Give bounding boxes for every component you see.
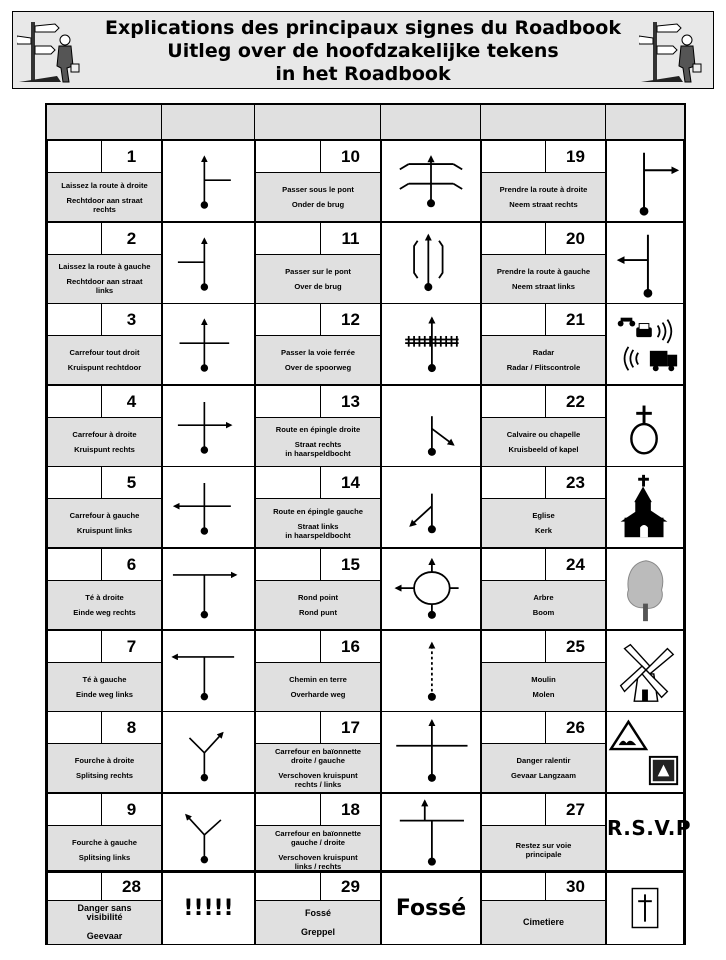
blank-cell — [482, 223, 547, 255]
sign-label-box — [482, 901, 605, 944]
label-nl: Neem straat links — [512, 281, 575, 291]
sign-description — [47, 385, 162, 467]
blank-cell — [48, 304, 103, 336]
blank-cell — [482, 549, 547, 581]
sign-label-box — [48, 418, 161, 466]
sign-description — [47, 140, 162, 222]
label-nl: Kerk — [535, 526, 552, 536]
sign-label-box — [256, 336, 380, 384]
crossroad-straight-icon — [163, 304, 254, 384]
label-nl: Over de brug — [294, 281, 342, 291]
sign-number: 28 — [101, 873, 161, 901]
sign-label-box — [48, 744, 161, 792]
table-row — [47, 222, 684, 304]
sign-description — [255, 711, 381, 793]
label-nl: Gevaar Langzaam — [511, 771, 576, 781]
straight-road-right-icon — [163, 141, 254, 221]
table-row — [47, 466, 684, 548]
blank-cell — [256, 873, 322, 901]
sign-description — [481, 222, 606, 304]
bayonet-right-left-icon — [382, 712, 480, 792]
hairpin-left-icon — [382, 467, 480, 547]
sign-symbol-cell — [606, 793, 692, 875]
sign-label-box — [482, 418, 605, 466]
signpost-man-icon — [639, 16, 709, 86]
label-nl: Over de spoorweg — [284, 363, 352, 373]
sign-symbol-cell — [162, 303, 255, 385]
sign-number: 29 — [320, 873, 380, 901]
sign-label-box — [482, 173, 605, 221]
sign-symbol-cell — [606, 303, 684, 385]
label-fr: Eglise — [532, 511, 555, 521]
sign-number: 6 — [101, 549, 161, 581]
label-fr: Passer sur le pont — [285, 266, 351, 276]
sign-symbol-cell — [381, 630, 481, 712]
page-header — [12, 11, 714, 89]
blank-cell — [256, 631, 322, 663]
label-fr: Passer la voie ferrée — [281, 348, 355, 358]
t-junction-right-icon — [163, 549, 254, 629]
sign-label-box — [48, 826, 161, 874]
blank-cell — [48, 223, 103, 255]
blank-cell — [482, 467, 547, 499]
blank-cell — [482, 873, 547, 901]
table-row — [47, 385, 684, 467]
label-fr: Laissez la route à gauche — [58, 262, 151, 272]
sign-symbol-cell — [381, 711, 481, 793]
label-fr: Prendre la route à gauche — [496, 266, 591, 276]
roundabout-icon — [382, 549, 480, 629]
sign-symbol-cell — [381, 222, 481, 304]
sign-description — [47, 222, 162, 304]
label-fr: Fossé — [304, 907, 331, 918]
label-fr: Radar — [532, 348, 555, 358]
sign-symbol-cell — [162, 222, 255, 304]
blank-cell — [256, 794, 322, 826]
sign-description — [255, 303, 381, 385]
fork-left-icon — [163, 794, 254, 874]
sign-number: 14 — [320, 467, 380, 499]
table-row — [47, 630, 684, 712]
sign-description — [481, 711, 606, 793]
sign-number: 25 — [545, 631, 605, 663]
t-junction-left-icon — [163, 631, 254, 711]
sign-label-box — [482, 499, 605, 547]
label-fr: Passer sous le pont — [282, 185, 354, 194]
table-row — [47, 303, 684, 385]
label-fr: Carrefour tout droit — [69, 348, 140, 358]
rsvp-icon: R.S.V.P — [607, 815, 692, 840]
cemetery-cross-icon — [607, 872, 683, 945]
label-nl: Kruispunt rechtdoor — [67, 363, 142, 373]
label-nl: Splitsing rechts — [76, 771, 133, 781]
label-fr: Calvaire ou chapelle — [506, 429, 581, 439]
sign-symbol-cell — [606, 140, 684, 222]
sign-description — [255, 385, 381, 467]
label-nl: Rechtdoor aan straat rechts — [66, 195, 143, 214]
sign-label-box — [256, 581, 380, 629]
bayonet-left-right-icon — [382, 794, 480, 874]
church-icon — [607, 467, 683, 547]
sign-number: 27 — [545, 794, 605, 826]
blank-cell — [256, 549, 322, 581]
sign-number: 16 — [320, 631, 380, 663]
sign-symbol-cell — [606, 630, 684, 712]
sign-description — [47, 630, 162, 712]
sign-label-box — [256, 173, 380, 221]
sign-description — [481, 140, 606, 222]
label-nl: Straat links in haarspeldbocht — [285, 521, 351, 540]
header-cell — [47, 105, 162, 140]
label-fr: Fourche à gauche — [72, 837, 137, 847]
label-nl: Kruispunt rechts — [74, 444, 135, 454]
label-fr: Té à droite — [85, 593, 124, 602]
sign-label-box — [48, 173, 161, 221]
under-bridge-icon — [382, 141, 480, 221]
sign-number: 21 — [545, 304, 605, 336]
sign-number: 10 — [320, 141, 380, 173]
blank-cell — [256, 223, 322, 255]
sign-number: 13 — [320, 386, 380, 418]
blank-cell — [482, 712, 547, 744]
blank-cell — [48, 794, 103, 826]
sign-description — [255, 630, 381, 712]
sign-number: 24 — [545, 549, 605, 581]
sign-description — [255, 793, 381, 875]
sign-label-box — [256, 499, 380, 547]
sign-symbol-cell — [162, 385, 255, 467]
label-nl: Kruispunt links — [76, 526, 133, 536]
signpost-man-icon — [17, 16, 87, 86]
blank-cell — [48, 712, 103, 744]
label-nl: Einde weg rechts — [73, 608, 136, 617]
header-cell — [481, 105, 606, 140]
sign-label-box — [482, 581, 605, 629]
sign-symbol-cell — [381, 793, 481, 875]
sign-symbol-cell — [381, 548, 481, 630]
blank-cell — [48, 467, 103, 499]
sign-description — [481, 548, 606, 630]
label-fr: Fourche à droite — [74, 756, 135, 766]
turn-left-icon — [607, 223, 683, 303]
danger-sign-icon — [607, 712, 683, 792]
sign-number: 22 — [545, 386, 605, 418]
legend-table — [45, 103, 692, 945]
railway-crossing-icon — [382, 304, 480, 384]
label-fr: Té à gauche — [82, 674, 127, 684]
blank-cell — [482, 794, 547, 826]
sign-label-box — [256, 744, 380, 792]
sign-label-box — [482, 255, 605, 303]
sign-description — [47, 466, 162, 548]
sign-number: 15 — [320, 549, 380, 581]
sign-number: 7 — [101, 631, 161, 663]
last-row — [47, 870, 684, 945]
sign-symbol-cell — [381, 385, 481, 467]
label-nl: Radar / Flitscontrole — [506, 363, 581, 373]
sign-label-box — [256, 826, 380, 874]
sign-label-box — [482, 336, 605, 384]
sign-number: 19 — [545, 141, 605, 173]
blank-cell — [48, 549, 103, 581]
blank-cell — [48, 631, 103, 663]
label-fr: Carrefour à droite — [72, 429, 137, 439]
blank-cell — [482, 304, 547, 336]
sign-symbol-cell — [381, 303, 481, 385]
label-fr: Danger ralentir — [516, 756, 571, 766]
sign-number: 17 — [320, 712, 380, 744]
sign-number: 4 — [101, 386, 161, 418]
sign-symbol-cell — [606, 222, 684, 304]
sign-number: 8 — [101, 712, 161, 744]
sign-label-box — [48, 499, 161, 547]
sign-description — [481, 466, 606, 548]
tree-icon — [607, 549, 683, 629]
blank-cell — [482, 631, 547, 663]
sign-label-box — [256, 255, 380, 303]
sign-description — [47, 793, 162, 875]
fork-right-icon — [163, 712, 254, 792]
sign-description — [47, 303, 162, 385]
sign-description — [47, 548, 162, 630]
label-fr: Chemin en terre — [289, 674, 347, 684]
crossroad-left-icon — [163, 467, 254, 547]
label-nl: Geevaar — [86, 931, 123, 941]
label-fr: Moulin — [531, 674, 556, 684]
sign-number: 9 — [101, 794, 161, 826]
sign-symbol-cell — [606, 466, 684, 548]
sign-number: 12 — [320, 304, 380, 336]
sign-description — [255, 872, 381, 945]
sign-number: 20 — [545, 223, 605, 255]
sign-symbol-cell — [162, 548, 255, 630]
label-nl: Kruisbeeld of kapel — [508, 444, 579, 454]
label-nl: Rechtdoor aan straat links — [66, 277, 143, 296]
over-bridge-icon — [382, 223, 480, 303]
blank-cell — [256, 712, 322, 744]
header-cell — [162, 105, 255, 140]
label-nl: Verschoven kruispunt links / rechts — [278, 852, 358, 871]
sign-label-box — [482, 826, 605, 874]
sign-description — [255, 548, 381, 630]
sign-symbol-text: !!!!! — [162, 872, 255, 945]
label-fr: Restez sur voie principale — [515, 840, 572, 859]
sign-number: 5 — [101, 467, 161, 499]
label-fr: Rond point — [297, 593, 339, 602]
label-fr: Cimetiere — [522, 917, 565, 927]
sign-label-box — [256, 901, 380, 944]
sign-number: 30 — [545, 873, 605, 901]
label-fr: Carrefour à gauche — [69, 511, 140, 521]
blank-cell — [482, 386, 547, 418]
header-cell — [606, 105, 684, 140]
title-line-3: in het Roadbook — [275, 63, 451, 85]
sign-symbol-cell — [162, 711, 255, 793]
sign-description — [255, 140, 381, 222]
table-row — [47, 711, 684, 793]
label-fr: Carrefour en baïonnette droite / gauche — [274, 747, 362, 766]
sign-symbol-cell — [606, 385, 684, 467]
calvary-icon — [607, 386, 683, 466]
header-cell — [255, 105, 381, 140]
label-fr: Danger sans visibilité — [77, 903, 132, 922]
sign-description — [481, 872, 606, 945]
sign-symbol-cell — [606, 872, 684, 945]
blank-cell — [48, 873, 103, 901]
sign-number: 1 — [101, 141, 161, 173]
blank-cell — [256, 304, 322, 336]
label-nl: Boom — [532, 608, 555, 617]
blank-cell — [256, 386, 322, 418]
sign-symbol-cell — [606, 711, 684, 793]
sign-number: 3 — [101, 304, 161, 336]
label-nl: Rond punt — [299, 608, 337, 617]
sign-number: 23 — [545, 467, 605, 499]
sign-number: 11 — [320, 223, 380, 255]
header-cell — [381, 105, 481, 140]
label-nl: Straat rechts in haarspeldbocht — [285, 440, 351, 459]
sign-number: 26 — [545, 712, 605, 744]
sign-symbol-text: Fossé — [381, 872, 481, 945]
table-row — [47, 140, 684, 222]
label-nl: Overharde weg — [290, 689, 346, 699]
blank-cell — [256, 467, 322, 499]
sign-symbol-cell — [381, 466, 481, 548]
sign-symbol-cell — [162, 140, 255, 222]
sign-description — [481, 303, 606, 385]
sign-label-box — [48, 336, 161, 384]
label-fr: Route en épingle gauche — [273, 506, 363, 516]
dirt-road-icon — [382, 631, 480, 711]
sign-label-box — [482, 744, 605, 792]
turn-right-icon — [607, 141, 683, 221]
radar-icon — [607, 304, 683, 384]
straight-road-left-icon — [163, 223, 254, 303]
blank-cell — [48, 386, 103, 418]
hairpin-right-icon — [382, 386, 480, 466]
title-line-2: Uitleg over de hoofdzakelijke tekens — [167, 40, 559, 62]
sign-symbol-cell — [162, 466, 255, 548]
label-nl: Greppel — [300, 926, 335, 937]
windmill-icon — [607, 631, 683, 711]
sign-label-box — [256, 663, 380, 711]
label-nl: Molen — [532, 689, 555, 699]
sign-description — [481, 793, 606, 875]
sign-label-box — [48, 255, 161, 303]
label-fr: Carrefour en baïonnette gauche / droite — [274, 828, 362, 847]
blank-cell — [256, 141, 322, 173]
sign-symbol-cell — [162, 630, 255, 712]
label-nl: Einde weg links — [76, 689, 133, 699]
sign-description — [481, 385, 606, 467]
label-fr: Laissez la route à droite — [61, 180, 148, 190]
sign-description — [255, 466, 381, 548]
blank-cell — [48, 141, 103, 173]
sign-description — [47, 711, 162, 793]
label-fr: Prendre la route à droite — [499, 185, 588, 194]
blank-cell — [482, 141, 547, 173]
sign-label-box — [48, 901, 161, 944]
label-nl: Verschoven kruispunt rechts / links — [278, 771, 358, 790]
label-nl: Splitsing links — [78, 852, 131, 862]
crossroad-right-icon — [163, 386, 254, 466]
sign-description — [481, 630, 606, 712]
label-fr: Arbre — [533, 593, 554, 602]
label-nl: Neem straat rechts — [509, 200, 578, 209]
sign-label-box — [482, 663, 605, 711]
sign-description — [255, 222, 381, 304]
sign-description — [47, 872, 162, 945]
sign-label-box — [48, 663, 161, 711]
label-fr: Route en épingle droite — [275, 425, 361, 435]
sign-symbol-cell — [381, 140, 481, 222]
sign-symbol-cell — [162, 793, 255, 875]
sign-label-box — [256, 418, 380, 466]
sign-symbol-cell — [606, 548, 684, 630]
title-line-1: Explications des principaux signes du Roadbook — [104, 17, 621, 39]
sign-label-box — [48, 581, 161, 629]
sign-number: 18 — [320, 794, 380, 826]
label-nl: Onder de brug — [291, 200, 345, 209]
table-row — [47, 548, 684, 630]
sign-number: 2 — [101, 223, 161, 255]
table-row — [47, 793, 692, 875]
